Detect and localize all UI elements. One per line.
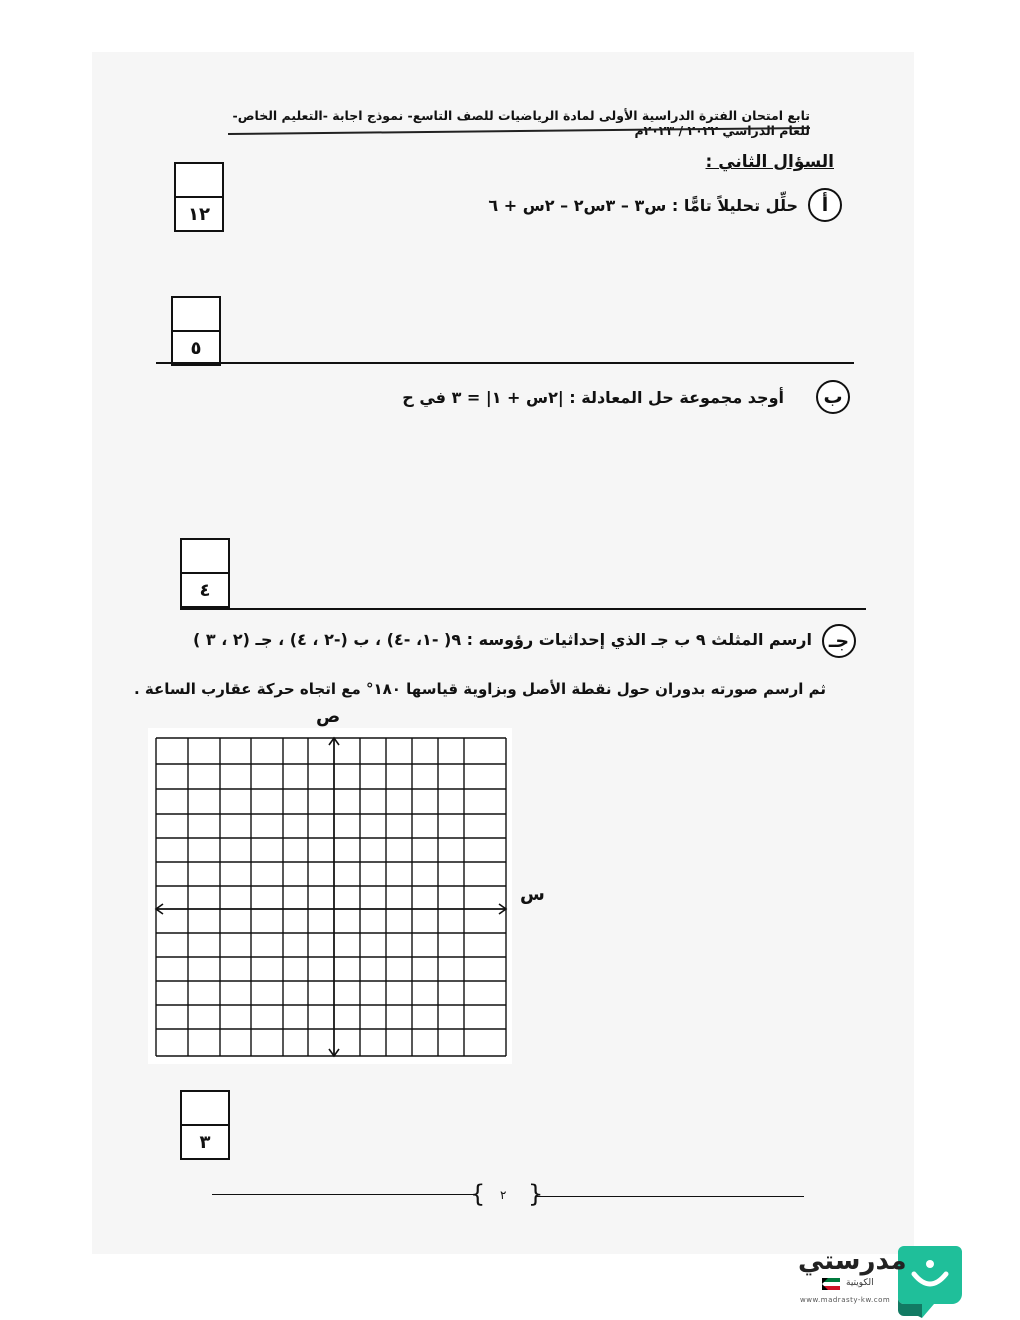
footer-line-left xyxy=(212,1194,474,1195)
footer-line-right xyxy=(536,1196,804,1197)
part-c-letter: جـ xyxy=(822,624,856,658)
part-b-score-box xyxy=(180,538,230,608)
part-c-score-box xyxy=(180,1090,230,1160)
score-value: ٥ xyxy=(190,337,202,359)
score-empty-cell xyxy=(173,298,219,332)
score-empty-cell xyxy=(182,1092,228,1126)
score-empty-cell xyxy=(176,164,222,198)
score-value: ٤ xyxy=(199,579,211,601)
page-number: ٢ xyxy=(500,1188,507,1202)
logo-name: مدرستي xyxy=(798,1246,907,1276)
footer-bracket-right: } xyxy=(528,1180,544,1208)
score-value: ٣ xyxy=(199,1131,211,1153)
kuwait-flag-icon xyxy=(822,1278,840,1290)
part-b-question: أوجد مجموعة حل المعادلة : |٢س + ١| = ٣ في ح xyxy=(402,388,784,407)
section-divider xyxy=(180,608,866,610)
y-axis-label: ص xyxy=(316,706,341,727)
logo-url: www.madrasty-kw.com xyxy=(800,1296,891,1304)
x-axis-label: س xyxy=(520,884,545,905)
footer-bracket-left: { xyxy=(470,1180,486,1208)
part-c-question: ارسم المثلث ٩ ب جـ الذي إحداثيات رؤوسه : ٩( -١، -٤) ، ب (-٢ ، ٤) ، جـ (٢ ، ٣ ) xyxy=(193,630,812,649)
logo-subtitle: الكويتية xyxy=(846,1278,874,1288)
part-a-letter: أ xyxy=(808,188,842,222)
part-b-letter: ب xyxy=(816,380,850,414)
part-a-question: حلِّل تحليلاً تامًّا : س٣ – ٣س٢ – ٢س + ٦ xyxy=(488,196,798,215)
part-c-instruction: ثم ارسم صورته بدوران حول نقطة الأصل وبزاوية قياسها ١٨٠° مع اتجاه حركة عقارب الساعة . xyxy=(133,680,826,698)
question-title: السؤال الثاني : xyxy=(705,152,834,172)
exam-header: تابع امتحان الفترة الدراسية الأولى لمادة الرياضيات للصف التاسع- نموذج اجابة -التعليم الخاص- للعام الدراسي ٢٠٢٢ / ٢٠٢٣م xyxy=(232,108,810,138)
part-a-sub-score-box xyxy=(171,296,221,366)
part-a-score-box xyxy=(174,162,224,232)
score-empty-cell xyxy=(182,540,228,574)
section-divider xyxy=(156,362,854,364)
coordinate-grid[interactable] xyxy=(148,728,512,1064)
score-value: ١٢ xyxy=(188,203,210,225)
exam-paper xyxy=(92,52,914,1254)
